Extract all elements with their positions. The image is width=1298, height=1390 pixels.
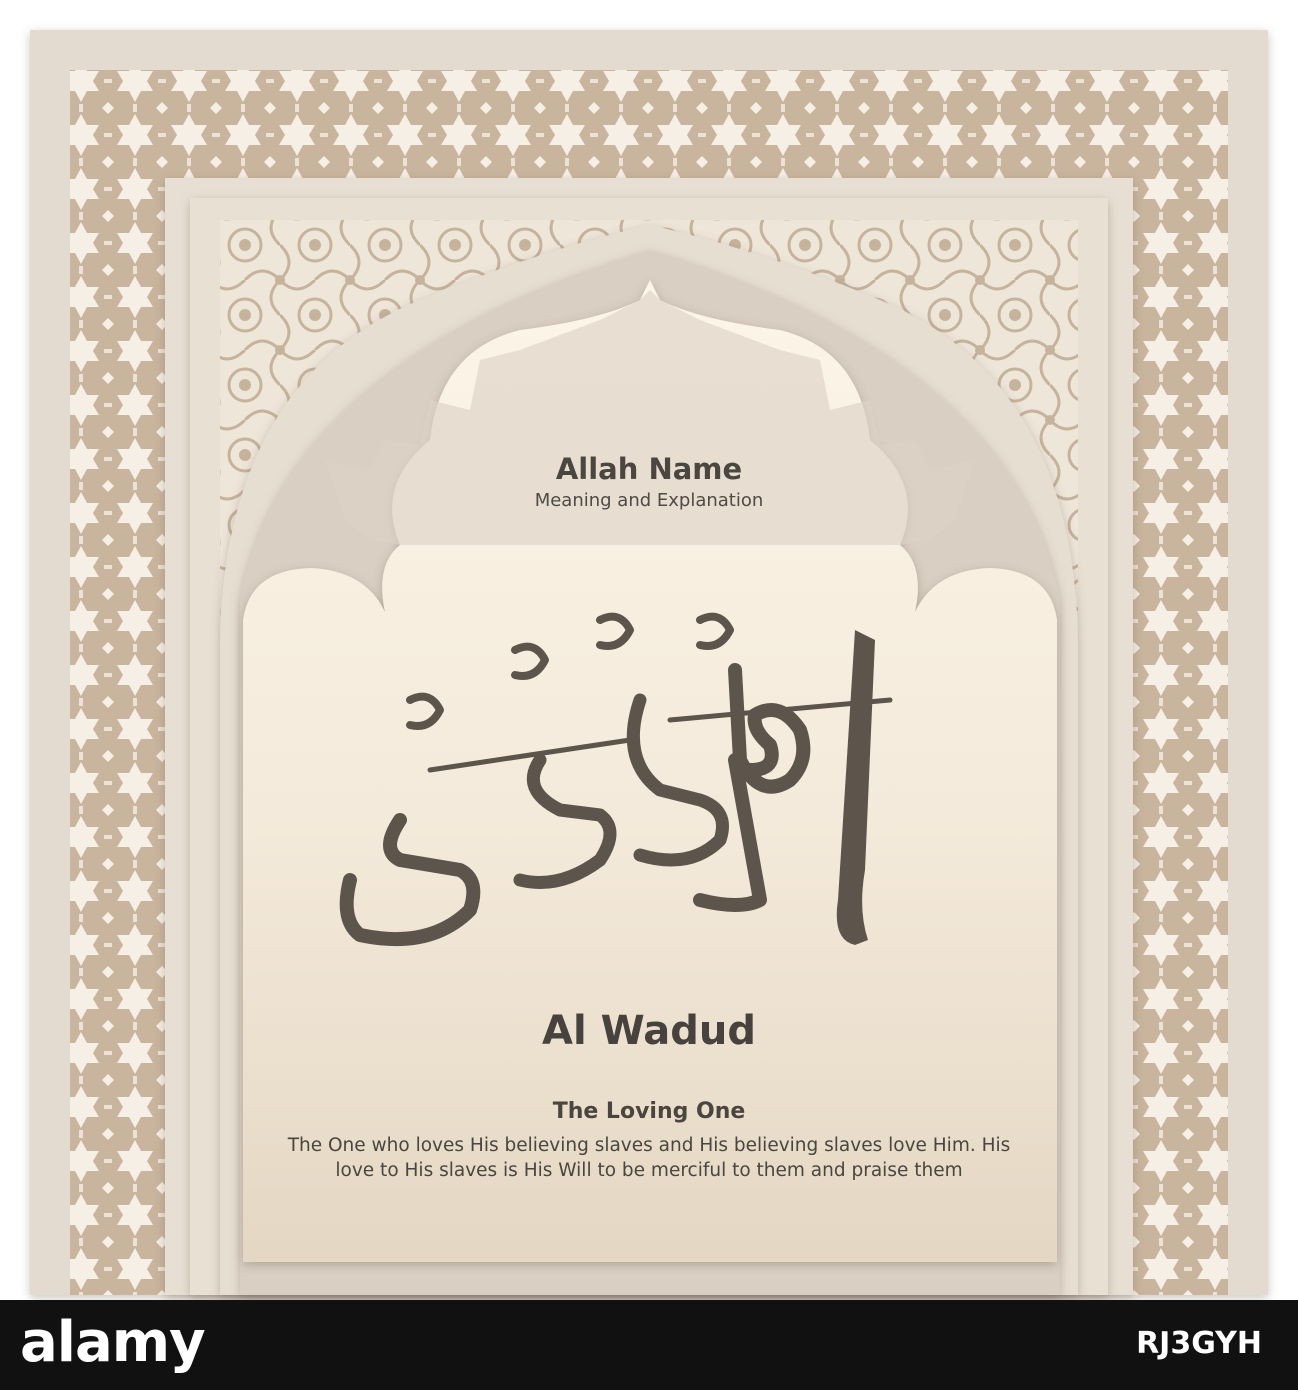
- page-subtitle: Meaning and Explanation: [534, 490, 764, 511]
- watermark-bar: [0, 1300, 1298, 1390]
- meaning-heading: The Loving One: [552, 1099, 746, 1124]
- transliteration-heading: Al Wadud: [541, 1008, 757, 1054]
- watermark-logo: alamy: [20, 1310, 205, 1375]
- watermark-image-id: RJ3GYH: [1136, 1326, 1262, 1361]
- page-title: Allah Name: [555, 452, 743, 486]
- description-text: The One who loves His believing slaves and His believing slaves love Him. His love to His slaves is His Will to be merciful to them and praise them: [287, 1135, 1011, 1181]
